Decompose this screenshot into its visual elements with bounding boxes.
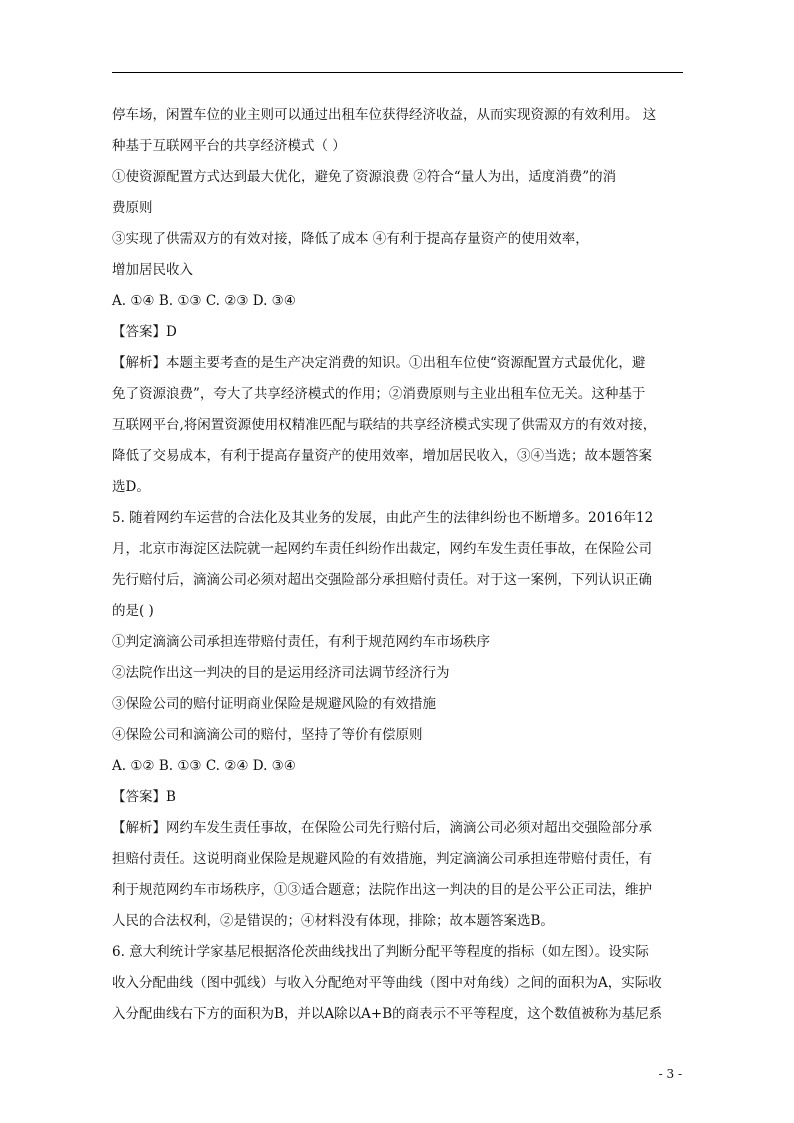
text-line: 入分配曲线右下方的面积为B，并以A除以A+B的商表示不平等程度，这个数值被称为基尼系 <box>112 1006 663 1022</box>
text-line: 6. 意大利统计学家基尼根据洛伦茨曲线找出了判断分配平等程度的指标（如左图）。设实际 <box>112 944 649 960</box>
text-line: 月，北京市海淀区法院就一起网约车责任纠纷作出裁定，网约车发生责任事故，在保险公司 <box>112 541 652 557</box>
text-line: 【解析】本题主要考查的是生产决定消费的知识。①出租车位使“资源配置方式最优化，避 <box>112 355 646 371</box>
header-rule <box>112 72 683 73</box>
text-line: 【答案】D <box>112 324 177 340</box>
text-line: ③保险公司的赔付证明商业保险是规避风险的有效措施 <box>112 696 436 712</box>
text-line: ③实现了供需双方的有效对接，降低了成本 ④有利于提高存量资产的使用效率， <box>112 231 589 247</box>
page-number: - 3 - <box>658 1067 682 1081</box>
text-line: 种基于互联网平台的共享经济模式（ ） <box>112 138 346 154</box>
document-body <box>112 100 692 1030</box>
text-line: ①判定滴滴公司承担连带赔付责任，有利于规范网约车市场秩序 <box>112 634 490 650</box>
text-line: ①使资源配置方式达到最大优化，避免了资源浪费 ②符合“量人为出，适度消费”的消 <box>112 169 617 185</box>
text-line: 降低了交易成本，有利于提高存量资产的使用效率，增加居民收入，③④当选；故本题答案 <box>112 448 652 464</box>
text-line: 利于规范网约车市场秩序，①③适合题意；法院作出这一判决的目的是公平公正司法，维护 <box>112 882 652 898</box>
text-line: 收入分配曲线（图中弧线）与收入分配绝对平等曲线（图中对角线）之间的面积为A，实际收 <box>112 975 662 991</box>
text-line: 选D。 <box>112 479 150 495</box>
text-line: 人民的合法权利，②是错误的；④材料没有体现，排除；故本题答案选B。 <box>112 913 554 929</box>
text-line: 担赔付责任。这说明商业保险是规避风险的有效措施，判定滴滴公司承担连带赔付责任，有 <box>112 851 652 867</box>
text-line: A. ①④ B. ①③ C. ②③ D. ③④ <box>112 293 296 309</box>
text-line: 免了资源浪费”，夸大了共享经济模式的作用；②消费原则与主业出租车位无关。这种基于 <box>112 386 646 402</box>
text-line: 的是( ) <box>112 603 154 619</box>
text-line: ②法院作出这一判决的目的是运用经济司法调节经济行为 <box>112 665 450 681</box>
text-line: 停车场，闲置车位的业主则可以通过出租车位获得经济收益，从而实现资源的有效利用。 这 <box>112 107 657 123</box>
text-line: 增加居民收入 <box>112 262 193 278</box>
text-line: 【答案】B <box>112 789 176 805</box>
text-line: 费原则 <box>112 200 153 216</box>
text-line: 先行赔付后，滴滴公司必须对超出交强险部分承担赔付责任。对于这一案例，下列认识正确 <box>112 572 652 588</box>
text-line: 5. 随着网约车运营的合法化及其业务的发展，由此产生的法律纠纷也不断增多。2016年12 <box>112 510 654 526</box>
text-line: A. ①② B. ①③ C. ②④ D. ③④ <box>112 758 296 774</box>
text-line: 【解析】网约车发生责任事故，在保险公司先行赔付后，滴滴公司必须对超出交强险部分承 <box>112 820 652 836</box>
text-line: ④保险公司和滴滴公司的赔付，坚持了等价有偿原则 <box>112 727 423 743</box>
text-line: 互联网平台,将闲置资源使用权精准匹配与联结的共享经济模式实现了供需双方的有效对接， <box>112 417 657 433</box>
